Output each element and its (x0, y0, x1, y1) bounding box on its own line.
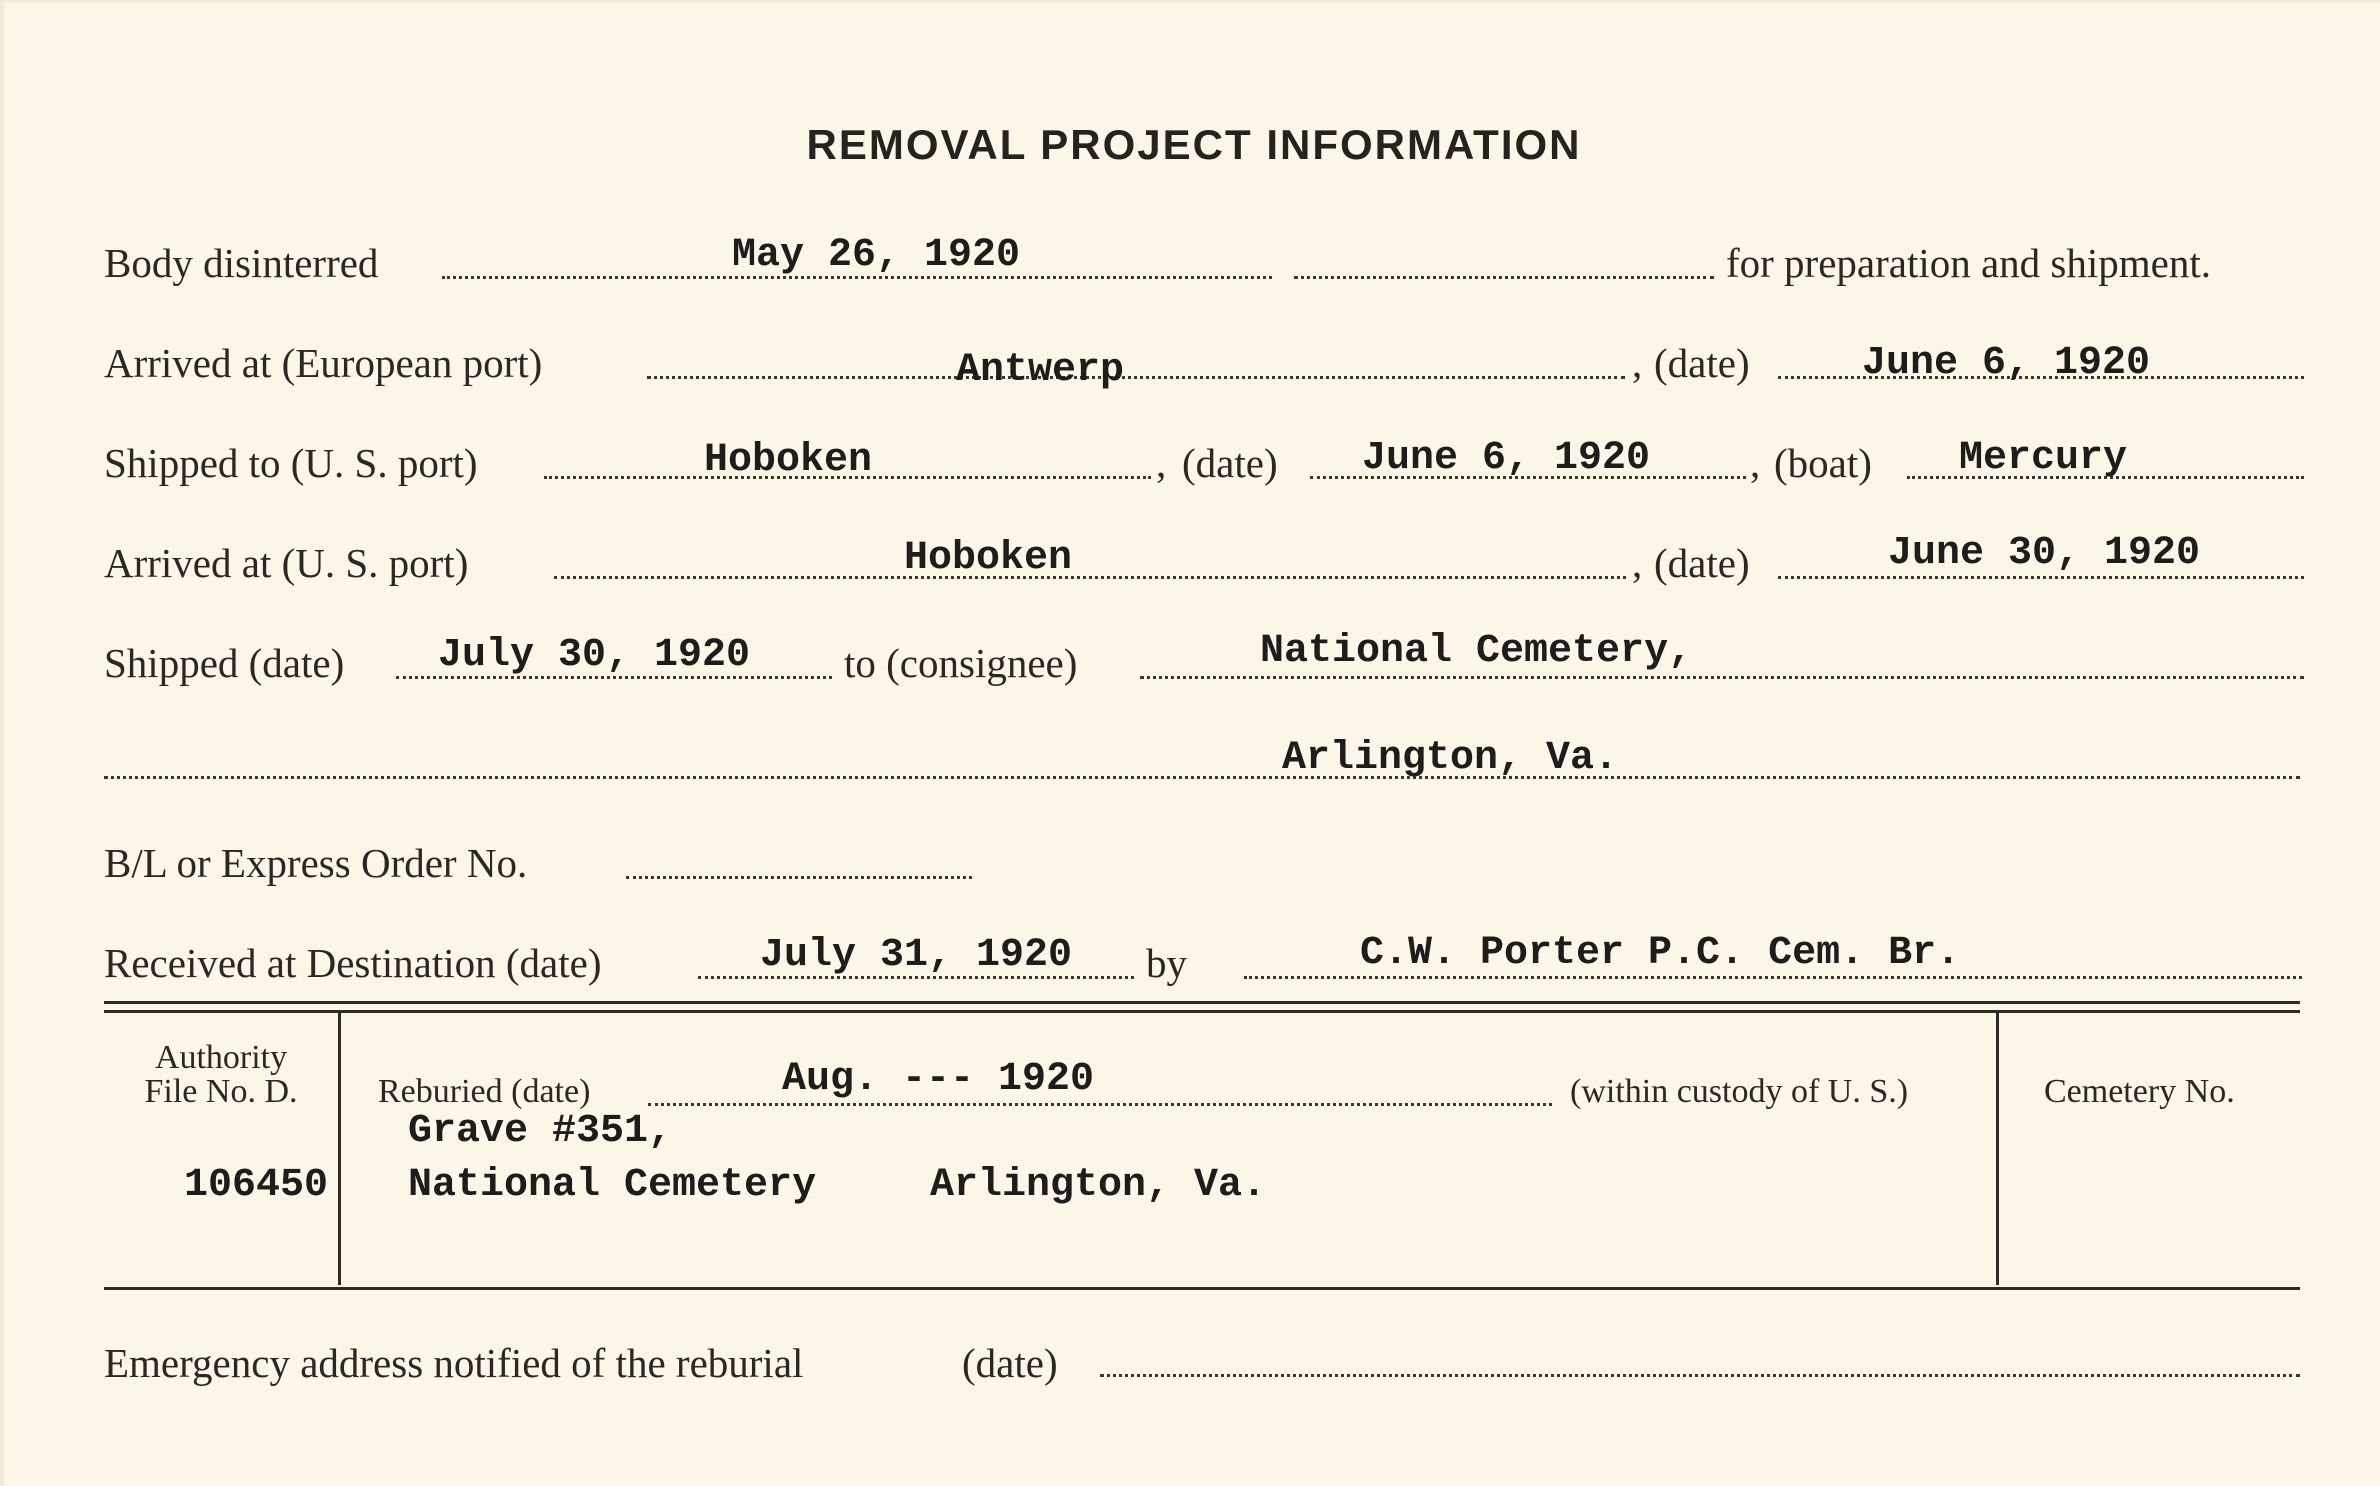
arrived-european-value: Antwerp (956, 348, 1125, 393)
authority-label-2: File No. D. (144, 1073, 298, 1110)
cemetery-line: National Cemetery (408, 1163, 817, 1208)
box-divider-right (1996, 1013, 1999, 1285)
arrived-european-date: June 6, 1920 (1862, 341, 2151, 386)
consignee-value: National Cemetery, (1260, 629, 1693, 674)
comma-3: , (1750, 440, 1761, 486)
body-disinterred-line-2 (1294, 276, 1714, 279)
cemetery-no-label: Cemetery No. (2044, 1073, 2235, 1110)
arrived-us-date: June 30, 1920 (1888, 531, 2201, 576)
consignee-line2-value: Arlington, Va. (1282, 736, 1619, 781)
custody-label: (within custody of U. S.) (1570, 1073, 1909, 1110)
reburied-value: Aug. --- 1920 (782, 1057, 1095, 1102)
shipped-date-value: July 30, 1920 (438, 633, 751, 678)
comma-4: , (1632, 540, 1643, 586)
shipped-us-date-label: (date) (1182, 440, 1278, 486)
box-top-rule-1 (104, 1001, 2300, 1004)
arrived-us-value: Hoboken (904, 536, 1073, 581)
shipped-us-label: Shipped to (U. S. port) (104, 440, 478, 486)
shipped-us-value: Hoboken (704, 438, 873, 483)
received-label: Received at Destination (date) (104, 940, 602, 986)
received-by-line (1244, 976, 2302, 979)
arrived-us-date-label: (date) (1654, 540, 1750, 586)
authority-label-1: Authority (154, 1039, 288, 1076)
bl-label: B/L or Express Order No. (104, 840, 528, 886)
arrived-us-date-line (1778, 576, 2304, 579)
box-bottom-rule (104, 1287, 2300, 1290)
bl-line (626, 876, 972, 879)
shipped-date-label: Shipped (date) (104, 640, 345, 686)
reburied-label: Reburied (date) (378, 1073, 591, 1110)
emergency-date-label: (date) (962, 1340, 1058, 1386)
boat-label: (boat) (1774, 440, 1872, 486)
received-value: July 31, 1920 (760, 933, 1073, 978)
body-disinterred-value: May 26, 1920 (732, 233, 1021, 278)
shipped-us-date: June 6, 1920 (1362, 436, 1651, 481)
emergency-line (1100, 1374, 2300, 1377)
consignee-line (1140, 676, 2304, 679)
received-by-value: C.W. Porter P.C. Cem. Br. (1360, 931, 1961, 976)
comma-2: , (1156, 440, 1167, 486)
box-top-rule-2 (104, 1010, 2300, 1013)
grave-line: Grave #351, (408, 1109, 673, 1154)
arrived-european-line (647, 376, 1625, 379)
arrived-us-label: Arrived at (U. S. port) (104, 540, 469, 586)
by-label: by (1146, 940, 1187, 986)
consignee-line-2 (104, 776, 2300, 779)
body-disinterred-label: Body disinterred (104, 240, 379, 286)
arrived-us-line (554, 576, 1626, 579)
card-title: REMOVAL PROJECT INFORMATION (806, 121, 1582, 168)
location-line: Arlington, Va. (930, 1163, 1267, 1208)
emergency-label: Emergency address notified of the reburial (104, 1340, 804, 1386)
arrived-european-date-label: (date) (1654, 340, 1750, 386)
consignee-label: to (consignee) (844, 640, 1078, 686)
boat-value: Mercury (1959, 436, 2128, 481)
authority-value: 106450 (184, 1163, 329, 1208)
arrived-european-label: Arrived at (European port) (104, 340, 543, 386)
reburied-line (648, 1103, 1552, 1106)
comma-1: , (1632, 340, 1643, 386)
preparation-label: for preparation and shipment. (1726, 240, 2212, 286)
box-divider-left (338, 1013, 341, 1285)
